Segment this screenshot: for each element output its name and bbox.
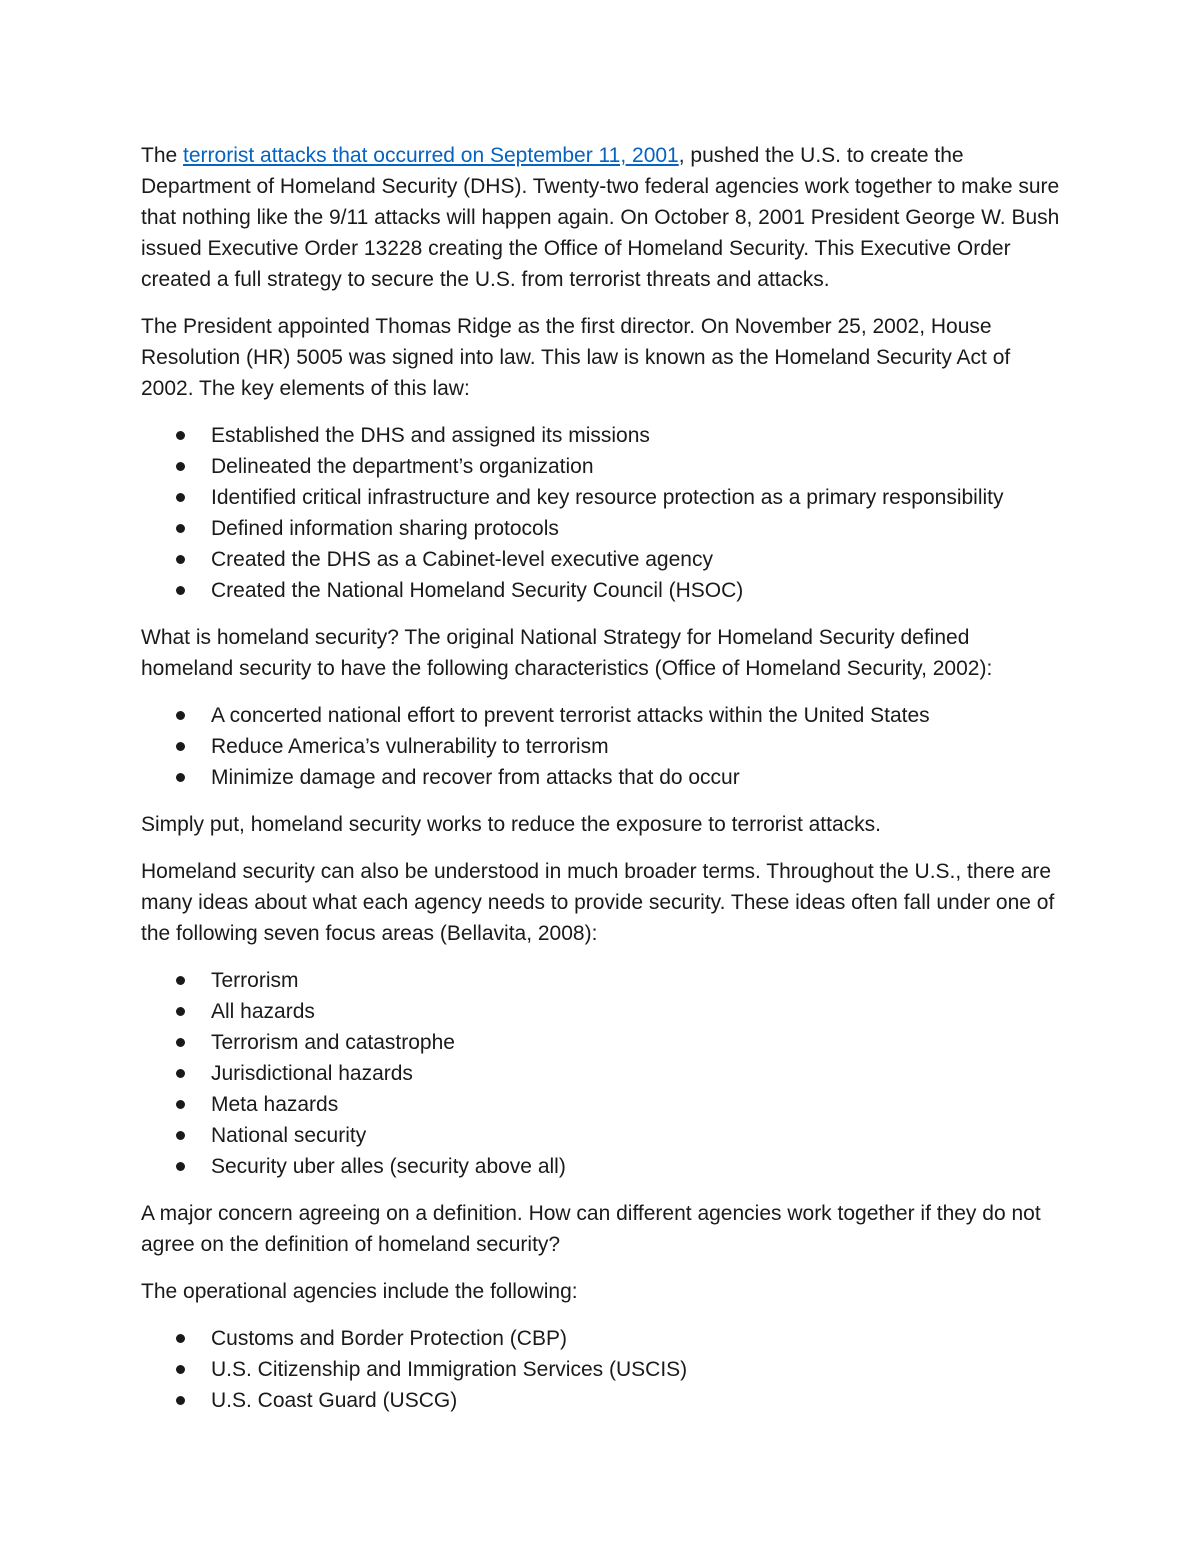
list-item-text: National security: [211, 1124, 367, 1147]
bullet-icon: [176, 1100, 185, 1109]
list-item: [141, 420, 1061, 451]
characteristics-list: [141, 700, 1061, 793]
list-item: [141, 1385, 1061, 1416]
list-item: [141, 1089, 1061, 1120]
bullet-icon: [176, 462, 185, 471]
list-item: [141, 451, 1061, 482]
list-item-text: Identified critical infrastructure and key resource protection as a primary responsibility: [211, 486, 1004, 509]
key-elements-list: [141, 420, 1061, 606]
bullet-icon: [176, 1162, 185, 1171]
list-item-text: All hazards: [211, 1000, 315, 1023]
bullet-icon: [176, 431, 185, 440]
list-item: [141, 700, 1061, 731]
september-11-link[interactable]: terrorist attacks that occurred on September 11, 2001: [183, 144, 679, 167]
bullet-icon: [176, 976, 185, 985]
list-item: [141, 996, 1061, 1027]
list-item: [141, 1151, 1061, 1182]
paragraph-ridge: The President appointed Thomas Ridge as the first director. On November 25, 2002, House Resolution (HR) 5005 was signed into law. This law is known as the Homeland Security Act of 2002. The key elements of this law:: [141, 315, 1011, 400]
list-item-text: Jurisdictional hazards: [211, 1062, 413, 1085]
list-item-text: Security uber alles (security above all): [211, 1155, 566, 1178]
list-item: [141, 1323, 1061, 1354]
list-item-text: Reduce America’s vulnerability to terrorism: [211, 735, 609, 758]
list-item-text: U.S. Coast Guard (USCG): [211, 1389, 458, 1412]
list-item-text: Established the DHS and assigned its missions: [211, 424, 650, 447]
operational-agencies-list: [141, 1323, 1061, 1416]
list-item: [141, 1058, 1061, 1089]
paragraph-intro-prefix: The: [141, 144, 184, 167]
bullet-icon: [176, 1131, 185, 1140]
list-item-text: Minimize damage and recover from attacks that do occur: [211, 766, 740, 789]
bullet-icon: [176, 1069, 185, 1078]
bullet-icon: [176, 1007, 185, 1016]
list-item: [141, 575, 1061, 606]
paragraph-broader-terms: Homeland security can also be understood in much broader terms. Throughout the U.S., there are many ideas about what each agency needs to provide security. These ideas often fall under one of the following seven focus areas (Bellavita, 2008):: [141, 860, 1055, 945]
list-item-text: U.S. Citizenship and Immigration Services (USCIS): [211, 1358, 688, 1381]
list-item-text: A concerted national effort to prevent terrorist attacks within the United States: [211, 704, 930, 727]
list-item-text: Delineated the department’s organization: [211, 455, 594, 478]
list-item: [141, 482, 1061, 513]
paragraph-intro: [141, 140, 1061, 295]
list-item-text: Created the National Homeland Security Council (HSOC): [211, 579, 744, 602]
bullet-icon: [176, 1334, 185, 1343]
bullet-icon: [176, 555, 185, 564]
list-item: [141, 513, 1061, 544]
focus-areas-list: [141, 965, 1061, 1182]
bullet-icon: [176, 1365, 185, 1374]
list-item: [141, 1027, 1061, 1058]
list-item-text: Defined information sharing protocols: [211, 517, 559, 540]
list-item: [141, 762, 1061, 793]
paragraph-simply-put: Simply put, homeland security works to reduce the exposure to terrorist attacks.: [141, 813, 881, 836]
list-item-text: Customs and Border Protection (CBP): [211, 1327, 567, 1350]
bullet-icon: [176, 493, 185, 502]
paragraph-major-concern: A major concern agreeing on a definition. How can different agencies work together if they do not agree on the definition of homeland security?: [141, 1202, 1041, 1256]
bullet-icon: [176, 742, 185, 751]
bullet-icon: [176, 586, 185, 595]
bullet-icon: [176, 1396, 185, 1405]
list-item-text: Meta hazards: [211, 1093, 339, 1116]
bullet-icon: [176, 1038, 185, 1047]
paragraph-what-is: What is homeland security? The original National Strategy for Homeland Security defined homeland security to have the following characteristics (Office of Homeland Security, 2002):: [141, 626, 993, 680]
list-item: [141, 1354, 1061, 1385]
paragraph-intro-suffix: , pushed the U.S. to create the Department of Homeland Security (DHS). Twenty-two federal agencies work together to make sure that nothing like the 9/11 attacks will happen again. On October 8, 2001 President George W. Bush issued Executive Order 13228 creating the Office of Homeland Security. This Executive Order created a full strategy to secure the U.S. from terrorist threats and attacks.: [141, 144, 1060, 291]
list-item: [141, 1120, 1061, 1151]
list-item: [141, 731, 1061, 762]
list-item: [141, 965, 1061, 996]
list-item-text: Terrorism: [211, 969, 299, 992]
bullet-icon: [176, 773, 185, 782]
list-item: [141, 544, 1061, 575]
document-page: [141, 140, 1061, 1432]
bullet-icon: [176, 711, 185, 720]
paragraph-operational-agencies: The operational agencies include the following:: [141, 1280, 578, 1303]
bullet-icon: [176, 524, 185, 533]
list-item-text: Created the DHS as a Cabinet-level executive agency: [211, 548, 713, 571]
list-item-text: Terrorism and catastrophe: [211, 1031, 455, 1054]
